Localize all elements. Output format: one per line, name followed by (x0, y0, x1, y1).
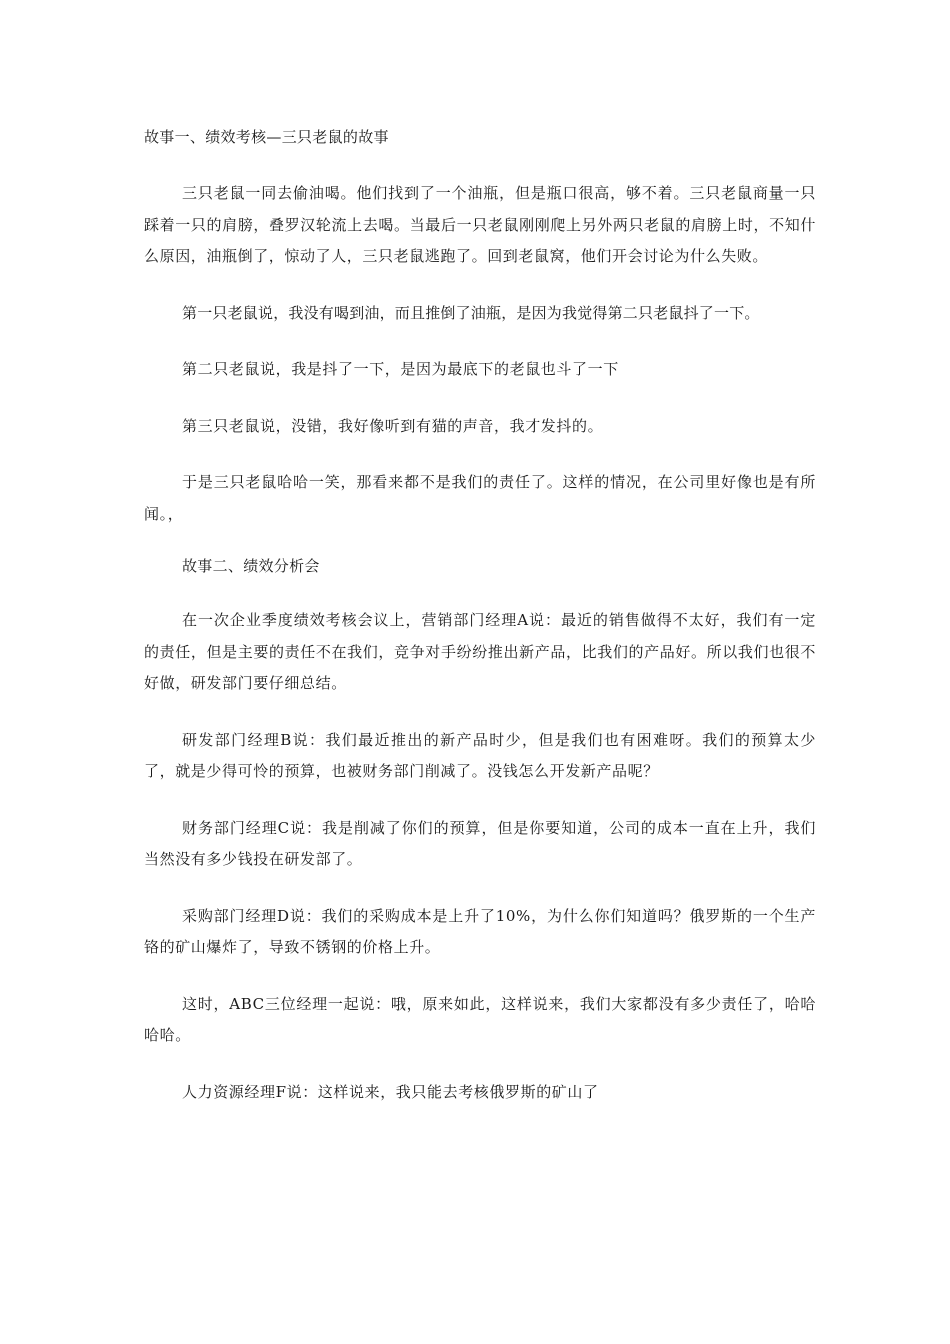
story2-paragraph-4: 采购部门经理D说：我们的采购成本是上升了10%，为什么你们知道吗？俄罗斯的一个生产铬的矿山爆炸了，导致不锈钢的价格上升。 (144, 906, 816, 956)
story2-paragraph-1: 在一次企业季度绩效考核会议上，营销部门经理A说：最近的销售做得不太好，我们有一定的责任，但是主要的责任不在我们，竞争对手纷纷推出新产品，比我们的产品好。所以我们也很不好做，研发部门要仔细总结。 (144, 611, 816, 692)
story1-title: 故事一、绩效考核—三只老鼠的故事 (144, 128, 389, 146)
document-body (144, 126, 816, 1133)
story1-paragraph-2: 第一只老鼠说，我没有喝到油，而且推倒了油瓶，是因为我觉得第二只老鼠抖了一下。 (182, 303, 760, 322)
story2-paragraph-6: 人力资源经理F说：这样说来，我只能去考核俄罗斯的矿山了 (182, 1082, 599, 1101)
story1-paragraph-5: 于是三只老鼠哈哈一笑，那看来都不是我们的责任了。这样的情况，在公司里好像也是有所闻。， (144, 473, 816, 523)
story2-paragraph-5: 这时，ABC三位经理一起说：哦，原来如此，这样说来，我们大家都没有多少责任了，哈哈哈哈。 (144, 994, 816, 1044)
story2-paragraph-3: 财务部门经理C说：我是削减了你们的预算，但是你要知道，公司的成本一直在上升，我们当然没有多少钱投在研发部了。 (144, 818, 816, 868)
story1-paragraph-3: 第二只老鼠说，我是抖了一下，是因为最底下的老鼠也斗了一下 (182, 360, 619, 378)
story1-paragraph-1: 三只老鼠一同去偷油喝。他们找到了一个油瓶，但是瓶口很高，够不着。三只老鼠商量一只踩着一只的肩膀，叠罗汉轮流上去喝。当最后一只老鼠刚刚爬上另外两只老鼠的肩膀上时，不知什么原因，油瓶倒了，惊动了人，三只老鼠逃跑了。回到老鼠窝，他们开会讨论为什么失败。 (144, 184, 816, 265)
story2-paragraph-2: 研发部门经理B说：我们最近推出的新产品时少，但是我们也有困难呀。我们的预算太少了，就是少得可怜的预算，也被财务部门削减了。没钱怎么开发新产品呢？ (144, 730, 816, 780)
story2-title: 故事二、绩效分析会 (182, 557, 320, 575)
story1-paragraph-4: 第三只老鼠说，没错，我好像听到有猫的声音，我才发抖的。 (182, 416, 604, 435)
